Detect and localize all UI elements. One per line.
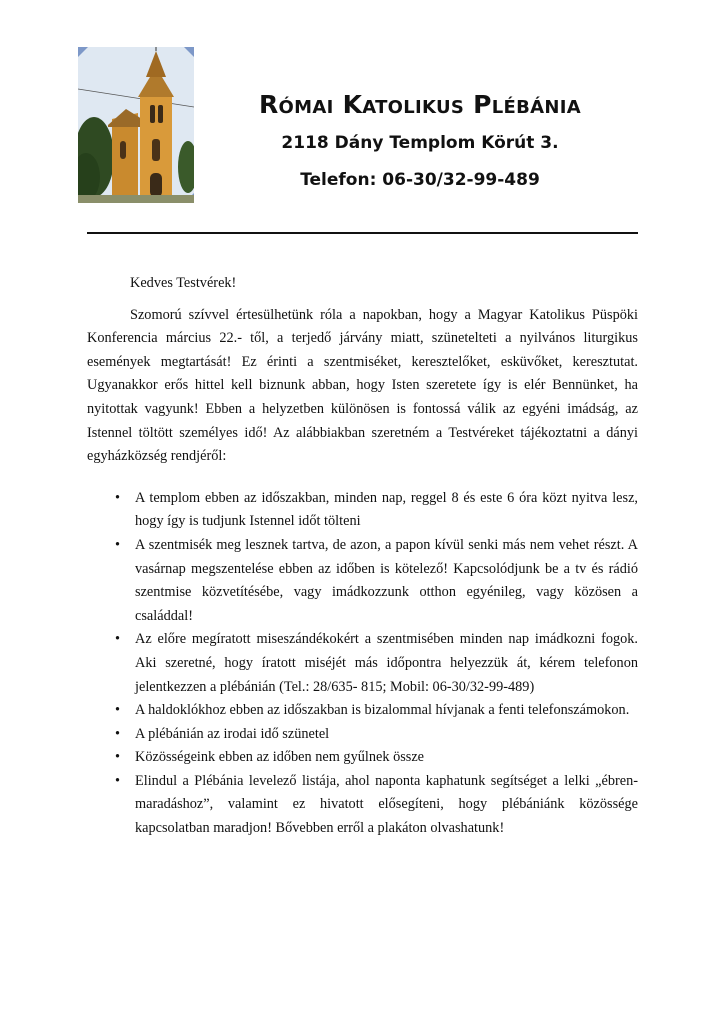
bullet-icon: • — [115, 536, 121, 553]
parish-title: Római Katolikus Plébánia — [259, 90, 581, 119]
info-list — [87, 487, 638, 841]
header-divider — [87, 232, 638, 234]
bullet-icon: • — [115, 631, 121, 648]
greeting: Kedves Testvérek! — [130, 275, 237, 291]
list-item: • Közösségeink ebben az időben nem gyűlnek össze — [135, 746, 638, 770]
intro-paragraph: Szomorú szívvel értesülhetünk róla a napokban, hogy a Magyar Katolikus Püspöki Konferencia március 22.- től, a terjedő járvány miatt, szünetelteti a nyilvános liturgikus események megtartását! Ez érinti a szentmiséket, keresztelőket, esküvőket, keresztutat. Ugyanakkor erős hittel kell biznunk abban, hogy Isten szeretete így is elér Bennünket, ha nyitottak vagyunk! Ebben a helyzetben különösen is fontossá válik az egyéni imádság, az Istennel töltött személyes idő! Az alábbiakban szeretném a Testvéreket tájékoztatni a dányi egyházközség rendjéről: — [87, 306, 638, 465]
bullet-icon: • — [115, 702, 121, 719]
list-item: • Elindul a Plébánia levelező listája, ahol naponta kaphatunk segítséget a lelki „ébren-maradáshoz”, valamint ez hivatott elősegíteni, hogy plébániánk közössége kapcsolatban maradjon! Bővebben erről a plakáton olvashatunk! — [135, 770, 638, 841]
parish-header — [200, 88, 640, 192]
parish-address: 2118 Dány Templom Körút 3. — [281, 133, 559, 153]
parish-phone: Telefon: 06-30/32-99-489 — [300, 170, 540, 190]
bullet-icon: • — [115, 772, 121, 789]
church-illustration — [78, 47, 194, 203]
church-photo — [78, 47, 194, 203]
list-item: • A szentmisék meg lesznek tartva, de azon, a papon kívül senki más nem vehet részt. A vasárnap megszentelése ebben az időben is kötelező! Kapcsolódjunk be a tv és rádió szentmise közvetítésébe, vagy imádkozzunk otthon egyénileg, vagy közösen a családdal! — [135, 534, 638, 628]
list-item: • Az előre megíratott miseszándékokért a szentmisében minden nap imádkozni fogok. Aki szeretné, hogy íratott miséjét más időpontra helyezzük át, kérem telefonon jelentkezzen a plébánián (Tel.: 28/635- 815; Mobil: 06-30/32-99-489) — [135, 628, 638, 699]
list-item: • A templom ebben az időszakban, minden nap, reggel 8 és este 6 óra közt nyitva lesz, hogy így is tudjunk Istennel időt tölteni — [135, 487, 638, 534]
bullet-icon: • — [115, 725, 121, 742]
letter-body — [87, 272, 638, 841]
list-item: • A plébánián az irodai idő szünetel — [135, 723, 638, 747]
bullet-icon: • — [115, 489, 121, 506]
bullet-icon: • — [115, 749, 121, 766]
list-item: • A haldoklókhoz ebben az időszakban is bizalommal hívjanak a fenti telefonszámokon. — [135, 699, 638, 723]
